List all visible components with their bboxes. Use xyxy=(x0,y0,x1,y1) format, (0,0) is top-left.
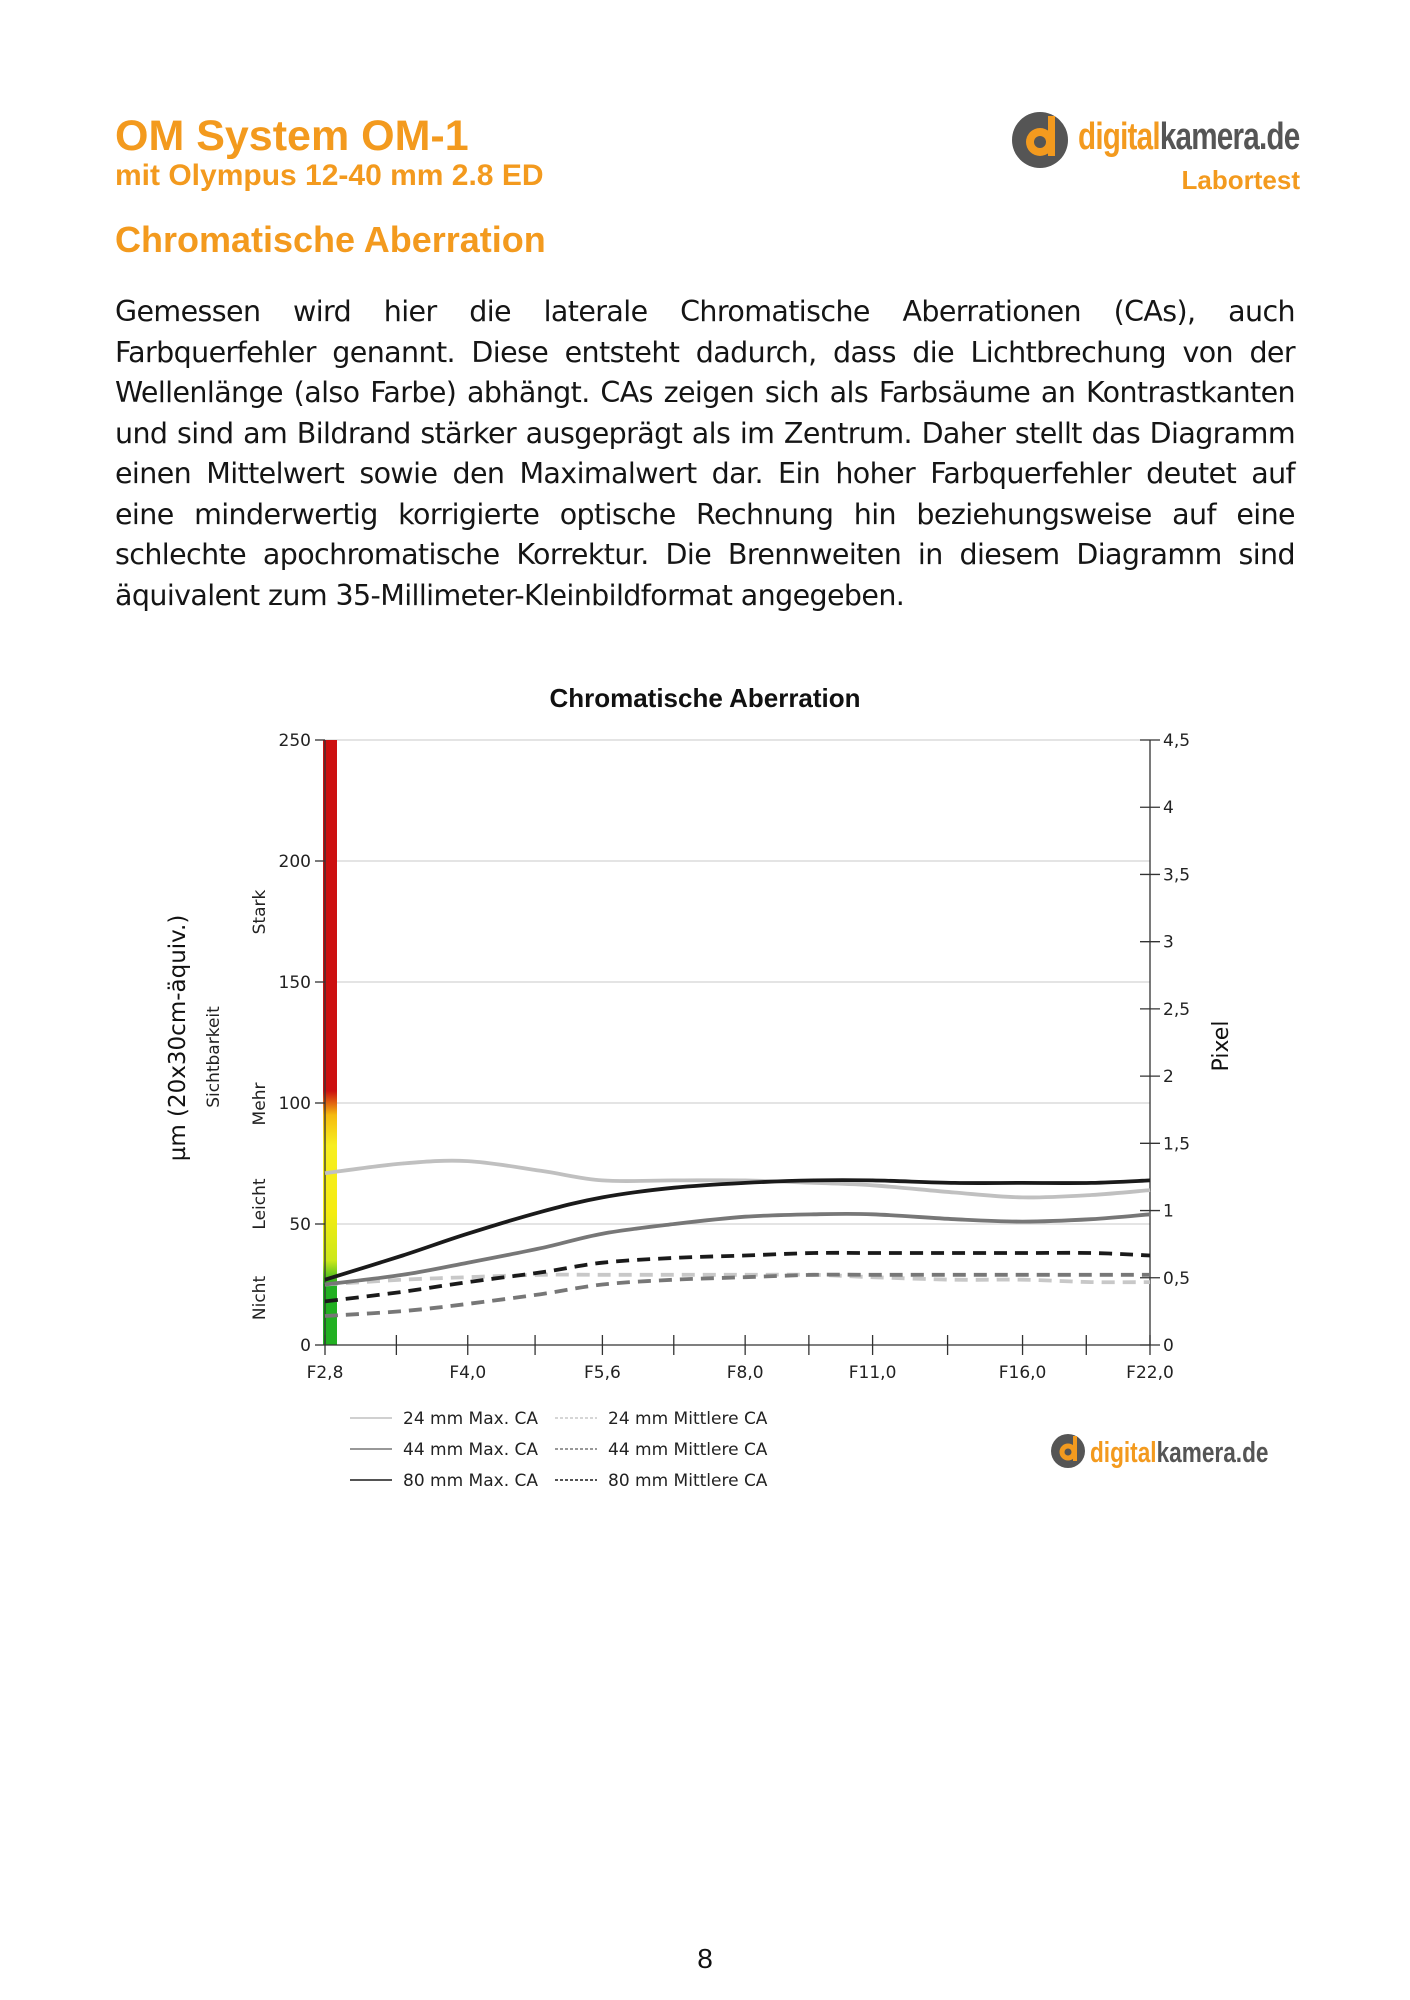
y2-tick-label: 1,5 xyxy=(1163,1134,1191,1155)
product-subtitle: mit Olympus 12-40 mm 2.8 ED xyxy=(115,159,544,192)
logo-wordmark-orange: digital xyxy=(1078,116,1160,158)
legend-label-5: 80 mm Mittlere CA xyxy=(608,1471,768,1491)
x-tick-label: F4,0 xyxy=(449,1363,487,1383)
watermark-d-icon-stem xyxy=(1073,1436,1077,1461)
y-tick-label: 50 xyxy=(289,1215,311,1235)
visibility-zone-label: Stark xyxy=(250,889,270,935)
y2-axis-title: Pixel xyxy=(1209,1020,1234,1072)
legend-label-0: 24 mm Max. CA xyxy=(403,1409,539,1429)
legend-label-2: 44 mm Max. CA xyxy=(403,1440,539,1460)
y2-tick-label: 2 xyxy=(1163,1067,1174,1088)
y2-tick-label: 4,5 xyxy=(1163,731,1191,751)
y2-tick-label: 4 xyxy=(1163,798,1174,819)
series-line-0 xyxy=(325,1161,1150,1198)
logo-subtitle: Labortest xyxy=(1181,165,1300,195)
watermark-d-icon-hole xyxy=(1065,1449,1072,1456)
x-tick-label: F8,0 xyxy=(726,1363,764,1383)
product-title: OM System OM-1 xyxy=(115,112,469,160)
legend-label-3: 44 mm Mittlere CA xyxy=(608,1440,768,1460)
y2-tick-label: 3,5 xyxy=(1163,865,1191,886)
section-title: Chromatische Aberration xyxy=(115,219,546,260)
y-tick-label: 100 xyxy=(278,1094,311,1114)
y2-tick-label: 2,5 xyxy=(1163,999,1191,1020)
legend-label-1: 24 mm Mittlere CA xyxy=(608,1409,768,1429)
y2-tick-label: 0 xyxy=(1163,1336,1174,1356)
chart-watermark-logo xyxy=(1051,1434,1268,1469)
visibility-zone-label: Nicht xyxy=(250,1275,270,1321)
x-tick-label: F22,0 xyxy=(1126,1363,1174,1383)
x-tick-label: F5,6 xyxy=(583,1363,621,1383)
x-tick-label: F2,8 xyxy=(306,1363,344,1383)
y-axis-title: µm (20x30cm-äquiv.) xyxy=(165,914,191,1162)
x-tick-label: F16,0 xyxy=(998,1363,1047,1383)
y2-tick-label: 0,5 xyxy=(1163,1268,1191,1289)
logo-wordmark-grey: kamera.de xyxy=(1159,116,1300,158)
y-tick-label: 250 xyxy=(278,731,311,751)
legend-label-4: 80 mm Max. CA xyxy=(403,1471,539,1491)
page-number: 8 xyxy=(697,1943,713,1974)
y2-tick-label: 1 xyxy=(1163,1201,1174,1222)
visibility-axis-title: Sichtbarkeit xyxy=(204,1006,224,1108)
intro-paragraph: Gemessen wird hier die laterale Chromatische Aberrationen (CAs), auch Farbquerfehler genannt. Diese entsteht dadurch, dass die Lichtbrechung von der Wellenlänge (also Farbe) abhängt. CAs zeigen sich als Farbsäume an Kontrastkanten und sind am Bildrand stärker ausgeprägt als im Zentrum. Daher stellt das Diagramm einen Mittelwert sowie den Maximalwert dar. Ein hoher Farbquerfehler deutet auf eine minderwertig korrigierte optische Rechnung hin beziehungsweise auf eine schlechte apochromatische Korrektur. Die Brennweiten in diesem Diagramm sind äquivalent zum 35-Millimeter-Kleinbildformat angegeben. xyxy=(115,295,1295,612)
watermark-wordmark-orange: digital xyxy=(1090,1435,1157,1469)
x-tick-label: F11,0 xyxy=(848,1363,897,1383)
chart-title: Chromatische Aberration xyxy=(549,683,861,713)
series-line-5 xyxy=(325,1253,1150,1302)
y-tick-label: 0 xyxy=(300,1336,311,1356)
watermark-wordmark xyxy=(1090,1435,1268,1468)
y2-tick-label: 3 xyxy=(1163,932,1174,953)
y-tick-label: 200 xyxy=(278,852,311,872)
visibility-zone-label: Leicht xyxy=(250,1178,270,1230)
watermark-wordmark-grey: kamera.de xyxy=(1156,1435,1269,1469)
y-tick-label: 150 xyxy=(278,973,311,993)
visibility-zone-label: Mehr xyxy=(250,1082,270,1126)
